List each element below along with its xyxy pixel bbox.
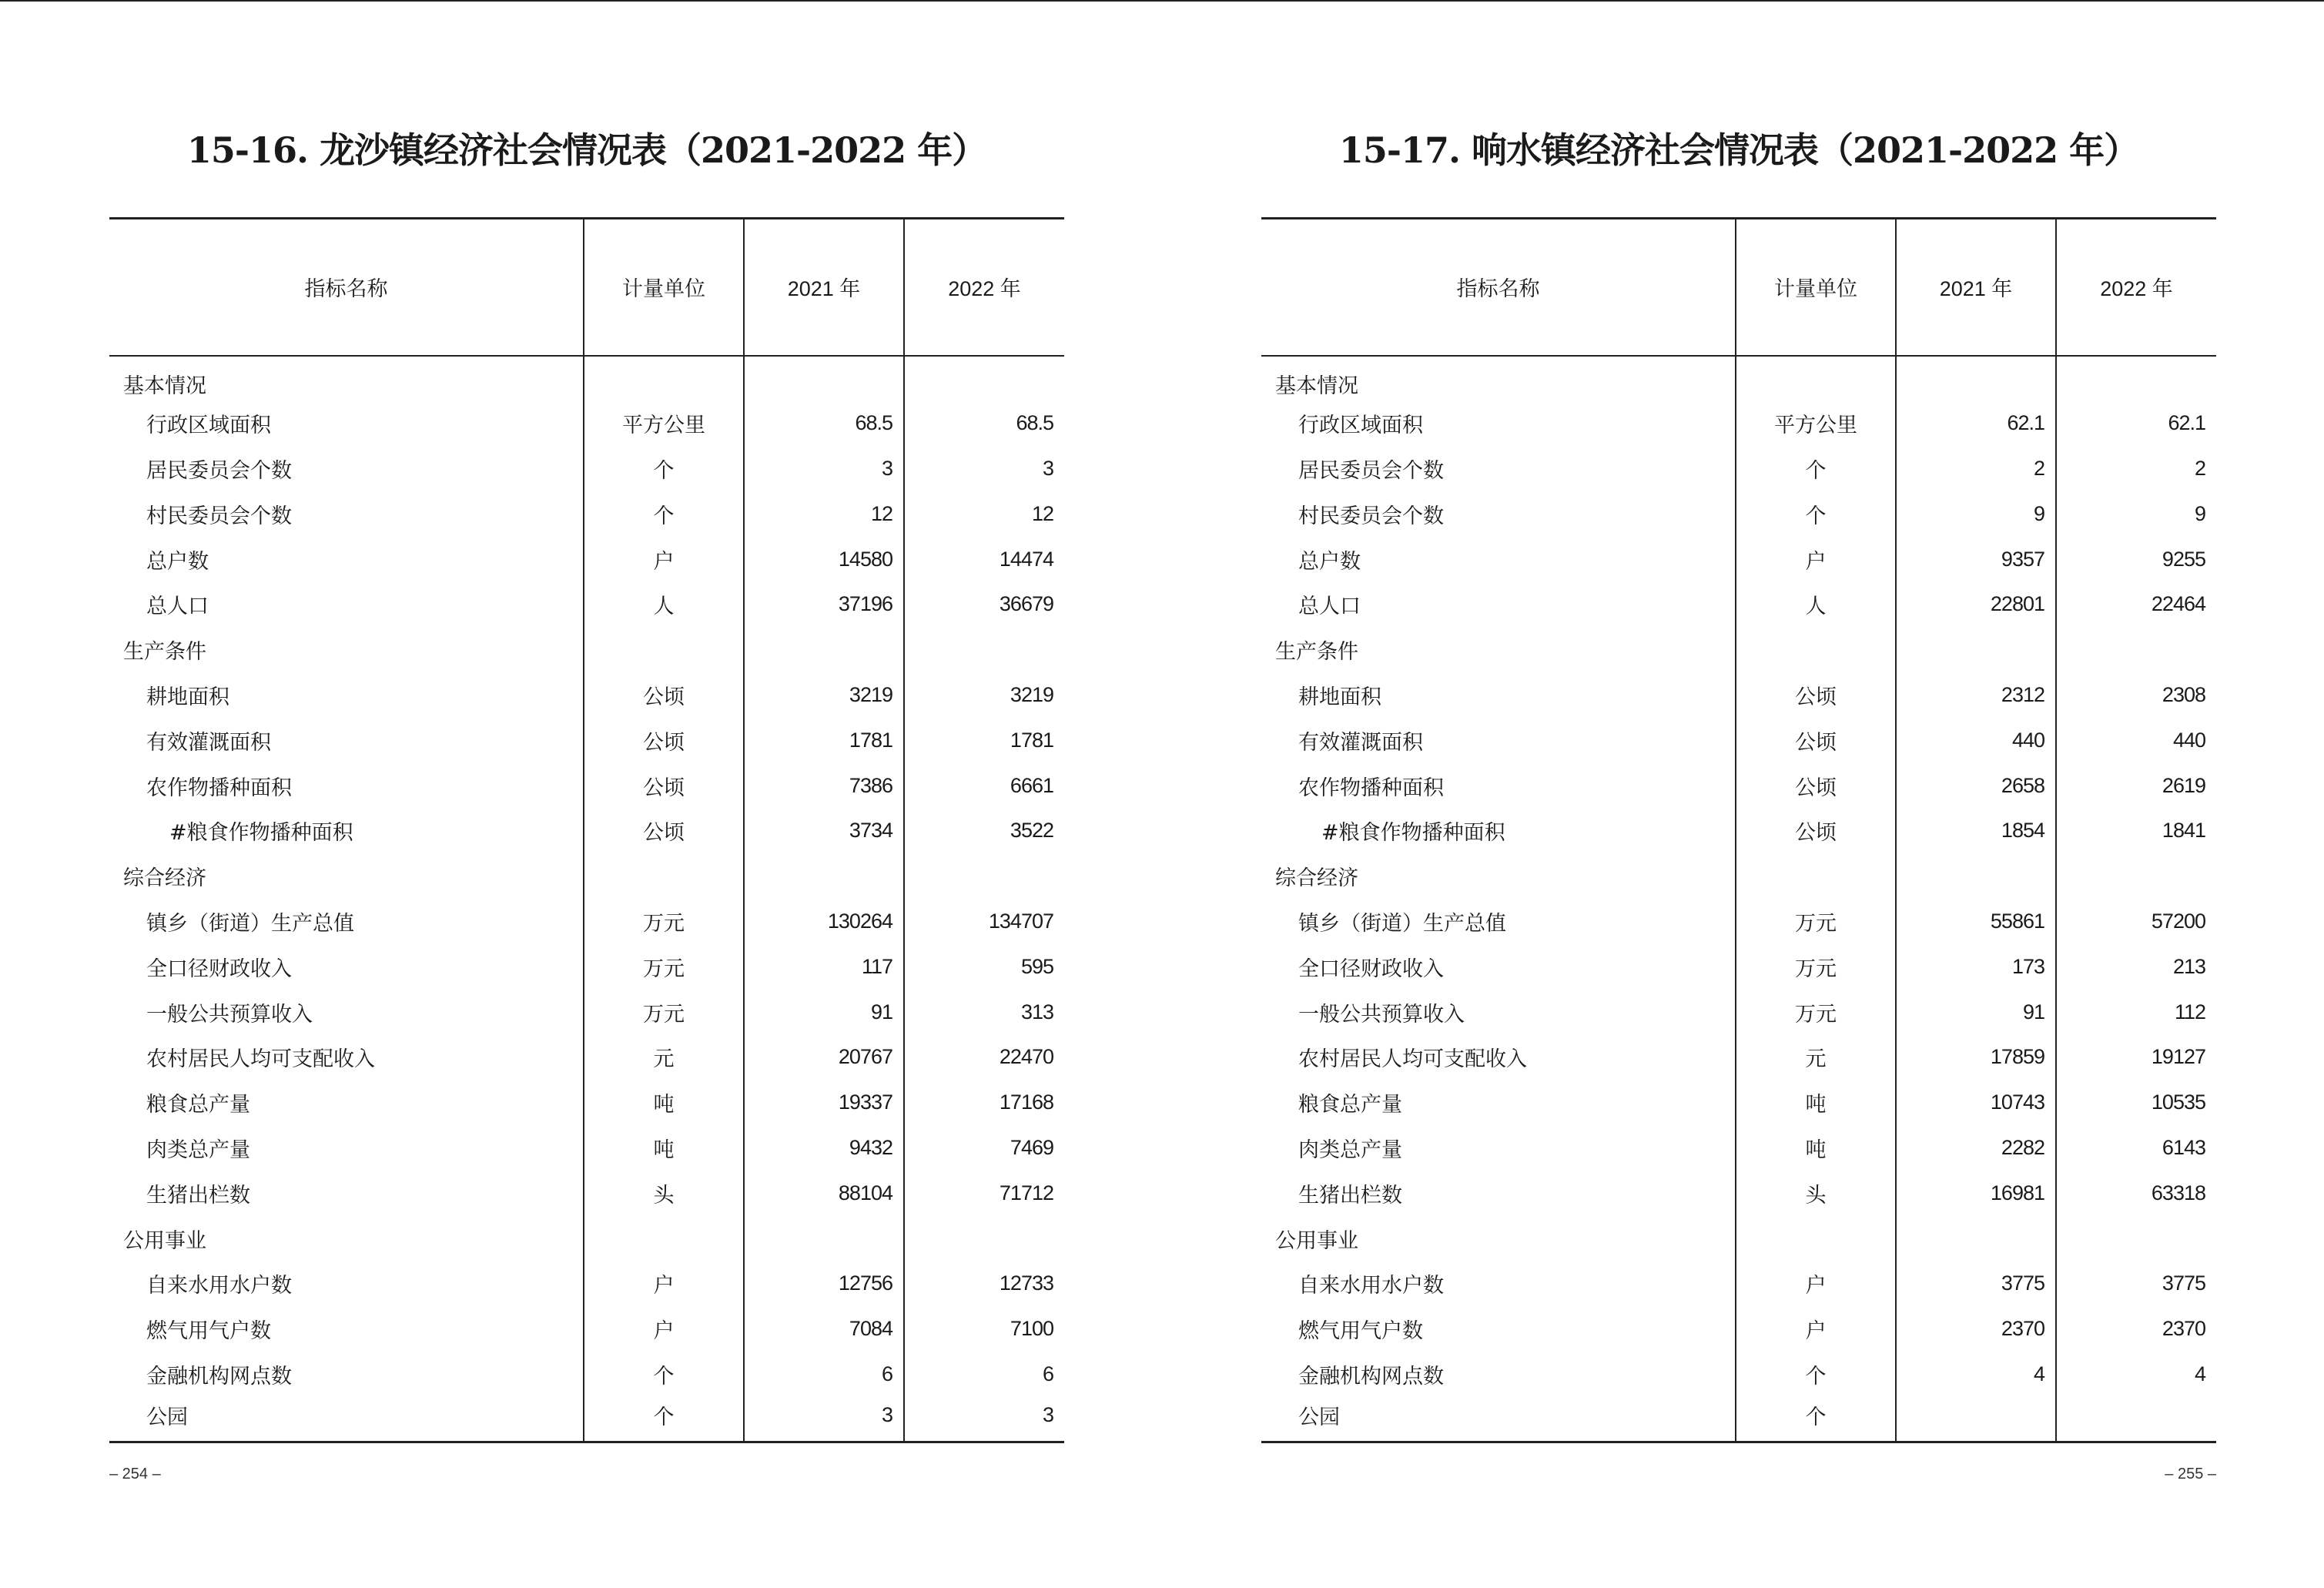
table-row	[1261, 1397, 2216, 1442]
row-value-2022: 12733	[999, 1271, 1053, 1295]
row-value-2021: 3219	[744, 672, 904, 718]
row-value-2022	[2056, 627, 2216, 672]
row-indicator-name: 公用事业	[1261, 1216, 1736, 1261]
row-unit	[584, 627, 744, 672]
row-indicator-name: 行政区域面积	[1261, 400, 1736, 446]
row-indicator-name: 粮食总产量	[1261, 1080, 1736, 1125]
table-row	[109, 944, 1064, 990]
row-value-2022: 7469	[1010, 1135, 1053, 1159]
row-value-2021	[744, 356, 904, 401]
row-unit: 万元	[584, 944, 744, 990]
row-indicator-name: 农村居民人均可支配收入	[109, 1034, 584, 1080]
row-unit: 个	[584, 1397, 744, 1442]
row-value-2021	[1896, 356, 2056, 401]
table-row	[1261, 944, 2216, 990]
row-unit: 公顷	[1736, 763, 1896, 809]
header-unit: 计量单位	[1736, 219, 1896, 356]
table-row	[1261, 627, 2216, 672]
row-value-2021: 1781	[744, 718, 904, 763]
row-indicator-name: 肉类总产量	[1261, 1125, 1736, 1171]
row-value-2022: 62.1	[2168, 411, 2205, 435]
row-value-2022: 213	[2172, 954, 2205, 978]
row-value-2022: 57200	[2151, 909, 2205, 933]
table-row	[109, 899, 1064, 944]
row-value-2022: 9	[2194, 501, 2205, 525]
row-value-2021: 12756	[744, 1261, 904, 1306]
table-row	[109, 1352, 1064, 1397]
row-indicator-name: 耕地面积	[1261, 672, 1736, 718]
table-row	[109, 1306, 1064, 1352]
table-row	[109, 763, 1064, 809]
row-indicator-name: 总人口	[1261, 581, 1736, 627]
table-row	[1261, 1125, 2216, 1171]
table-row	[1261, 899, 2216, 944]
row-unit: 吨	[584, 1080, 744, 1125]
row-value-2022: 4	[2194, 1362, 2205, 1385]
row-value-2022: 3	[1042, 456, 1053, 480]
row-indicator-name: 一般公共预算收入	[109, 990, 584, 1035]
row-indicator-name: 居民委员会个数	[109, 446, 584, 491]
table-row	[1261, 1171, 2216, 1216]
row-indicator-name: 粮食总产量	[109, 1080, 584, 1125]
row-value-2021: 3	[744, 1397, 904, 1442]
table-header-row	[1261, 219, 2216, 356]
row-value-2022: 3522	[1010, 819, 1053, 843]
table-row	[1261, 581, 2216, 627]
row-value-2022: 6143	[2162, 1135, 2205, 1159]
row-unit: 公顷	[1736, 808, 1896, 853]
table-row	[1261, 1216, 2216, 1261]
row-value-2022: 9255	[2162, 547, 2205, 571]
row-value-2022	[2056, 1397, 2216, 1442]
row-indicator-name: 基本情况	[109, 356, 584, 401]
row-unit: 户	[1736, 537, 1896, 582]
row-value-2021: 9432	[744, 1125, 904, 1171]
row-indicator-name: 行政区域面积	[109, 400, 584, 446]
row-value-2021	[1896, 853, 2056, 899]
row-unit: 户	[1736, 1306, 1896, 1352]
row-unit: 个	[584, 491, 744, 537]
row-value-2021: 68.5	[744, 400, 904, 446]
row-indicator-name: 农村居民人均可支配收入	[1261, 1034, 1736, 1080]
row-unit: 平方公里	[584, 400, 744, 446]
row-unit: 万元	[1736, 944, 1896, 990]
table-row	[1261, 1306, 2216, 1352]
row-value-2021: 20767	[744, 1034, 904, 1080]
row-value-2021: 4	[1896, 1352, 2056, 1397]
row-value-2022: 2	[2194, 456, 2205, 480]
row-value-2021: 37196	[744, 581, 904, 627]
row-value-2022: 3	[904, 1397, 1064, 1442]
table-row	[109, 1171, 1064, 1216]
row-unit: 个	[584, 446, 744, 491]
row-unit: 个	[1736, 446, 1896, 491]
row-value-2022	[2056, 356, 2216, 401]
row-unit: 吨	[1736, 1080, 1896, 1125]
row-value-2021: 3775	[1896, 1261, 2056, 1306]
row-value-2022	[2056, 853, 2216, 899]
row-value-2021	[1896, 1216, 2056, 1261]
row-unit: 吨	[1736, 1125, 1896, 1171]
table-row	[1261, 446, 2216, 491]
row-unit: 公顷	[1736, 718, 1896, 763]
row-value-2022: 134707	[988, 909, 1053, 933]
row-unit	[1736, 853, 1896, 899]
page-number: – 254 –	[109, 1466, 161, 1482]
row-value-2021: 6	[744, 1352, 904, 1397]
row-indicator-name: 综合经济	[109, 853, 584, 899]
table-row	[109, 672, 1064, 718]
row-unit: 公顷	[584, 718, 744, 763]
row-indicator-name: 综合经济	[1261, 853, 1736, 899]
row-value-2022: 22470	[999, 1045, 1053, 1069]
row-value-2021: 440	[1896, 718, 2056, 763]
row-unit: 头	[1736, 1171, 1896, 1216]
row-unit: 个	[1736, 491, 1896, 537]
row-unit: 户	[584, 537, 744, 582]
table-row	[109, 1080, 1064, 1125]
row-value-2021	[744, 1216, 904, 1261]
row-value-2022: 19127	[2151, 1045, 2205, 1069]
row-unit: 人	[1736, 581, 1896, 627]
header-indicator-name: 指标名称	[109, 219, 584, 356]
row-value-2022: 1781	[1010, 728, 1053, 752]
row-value-2022: 14474	[999, 547, 1053, 571]
table-row	[109, 1216, 1064, 1261]
row-indicator-name: 居民委员会个数	[1261, 446, 1736, 491]
row-value-2021	[1896, 1397, 2056, 1442]
table-row	[1261, 1080, 2216, 1125]
table-row	[109, 1034, 1064, 1080]
page-title: 15-17. 响水镇经济社会情况表（2021-2022 年）	[1338, 129, 2139, 171]
row-indicator-name: 有效灌溉面积	[1261, 718, 1736, 763]
row-unit: 人	[584, 581, 744, 627]
row-indicator-name: 农作物播种面积	[1261, 763, 1736, 809]
table-row	[1261, 990, 2216, 1035]
table-row	[109, 400, 1064, 446]
table-row	[1261, 537, 2216, 582]
row-unit: 万元	[584, 990, 744, 1035]
table-row	[109, 808, 1064, 853]
row-value-2021: 7386	[744, 763, 904, 809]
row-value-2022	[904, 356, 1064, 401]
row-unit: 公顷	[584, 808, 744, 853]
row-unit: 万元	[1736, 899, 1896, 944]
row-value-2022: 6661	[1010, 773, 1053, 797]
row-value-2021: 9357	[1896, 537, 2056, 582]
row-unit: 万元	[584, 899, 744, 944]
table-row	[1261, 1352, 2216, 1397]
row-unit: 元	[1736, 1034, 1896, 1080]
row-value-2021	[744, 627, 904, 672]
header-unit: 计量单位	[584, 219, 744, 356]
table-body	[109, 356, 1064, 1442]
row-indicator-name: #粮食作物播种面积	[109, 808, 584, 853]
row-value-2021: 3734	[744, 808, 904, 853]
row-indicator-name: 自来水用水户数	[109, 1261, 584, 1306]
table-row	[109, 537, 1064, 582]
row-value-2022	[904, 627, 1064, 672]
row-unit: 户	[1736, 1261, 1896, 1306]
header-year-2022: 2022 年	[904, 219, 1064, 356]
table-row	[109, 1261, 1064, 1306]
row-value-2021: 1854	[1896, 808, 2056, 853]
row-value-2022: 440	[2172, 728, 2205, 752]
table-row	[1261, 356, 2216, 401]
header-year-2021: 2021 年	[744, 219, 904, 356]
row-value-2021: 3	[744, 446, 904, 491]
row-value-2022: 71712	[999, 1181, 1053, 1204]
row-indicator-name: 公用事业	[109, 1216, 584, 1261]
row-indicator-name: 村民委员会个数	[109, 491, 584, 537]
row-value-2021: 22801	[1896, 581, 2056, 627]
row-value-2022	[904, 1216, 1064, 1261]
row-value-2021: 17859	[1896, 1034, 2056, 1080]
table-row	[1261, 400, 2216, 446]
row-unit: 头	[584, 1171, 744, 1216]
table-body	[1261, 356, 2216, 1442]
page-right	[1261, 0, 2216, 1588]
row-unit: 个	[1736, 1397, 1896, 1442]
row-value-2022: 22464	[2151, 592, 2205, 616]
row-unit: 户	[584, 1261, 744, 1306]
row-value-2021: 55861	[1896, 899, 2056, 944]
row-indicator-name: 生产条件	[109, 627, 584, 672]
row-indicator-name: 村民委员会个数	[1261, 491, 1736, 537]
row-indicator-name: 公园	[1261, 1397, 1736, 1442]
row-indicator-name: 金融机构网点数	[1261, 1352, 1736, 1397]
row-value-2021: 117	[744, 944, 904, 990]
row-unit: 户	[584, 1306, 744, 1352]
row-indicator-name: 镇乡（街道）生产总值	[109, 899, 584, 944]
row-unit: 公顷	[584, 672, 744, 718]
row-unit	[1736, 356, 1896, 401]
stats-table	[109, 217, 1064, 1443]
row-unit	[1736, 627, 1896, 672]
row-value-2021: 16981	[1896, 1171, 2056, 1216]
row-value-2021: 91	[1896, 990, 2056, 1035]
table-row	[109, 718, 1064, 763]
row-value-2022: 36679	[999, 592, 1053, 616]
row-value-2022: 6	[1042, 1362, 1053, 1385]
row-indicator-name: 农作物播种面积	[109, 763, 584, 809]
stats-table	[1261, 217, 2216, 1443]
row-unit	[584, 356, 744, 401]
row-indicator-name: 肉类总产量	[109, 1125, 584, 1171]
table-row	[109, 356, 1064, 401]
row-indicator-name: 镇乡（街道）生产总值	[1261, 899, 1736, 944]
page-title: 15-16. 龙沙镇经济社会情况表（2021-2022 年）	[186, 129, 987, 171]
row-value-2022: 112	[2174, 1000, 2205, 1023]
row-value-2022: 17168	[999, 1090, 1053, 1114]
table-row	[1261, 808, 2216, 853]
table-row	[1261, 672, 2216, 718]
table-row	[109, 446, 1064, 491]
row-value-2021: 62.1	[1896, 400, 2056, 446]
table-row	[1261, 718, 2216, 763]
row-value-2021: 9	[1896, 491, 2056, 537]
row-indicator-name: 耕地面积	[109, 672, 584, 718]
row-value-2021: 19337	[744, 1080, 904, 1125]
row-value-2022: 2370	[2162, 1317, 2205, 1341]
table-row	[109, 491, 1064, 537]
table-row	[109, 581, 1064, 627]
row-value-2022: 2308	[2162, 682, 2205, 706]
row-indicator-name: 基本情况	[1261, 356, 1736, 401]
table-row	[109, 627, 1064, 672]
row-unit: 公顷	[1736, 672, 1896, 718]
row-value-2022: 3775	[2162, 1271, 2205, 1295]
row-value-2021: 2370	[1896, 1306, 2056, 1352]
row-unit: 万元	[1736, 990, 1896, 1035]
row-value-2022: 63318	[2151, 1181, 2205, 1204]
header-indicator-name: 指标名称	[1261, 219, 1736, 356]
row-indicator-name: 燃气用气户数	[109, 1306, 584, 1352]
row-value-2021	[1896, 627, 2056, 672]
row-value-2021: 10743	[1896, 1080, 2056, 1125]
row-value-2022: 12	[1031, 501, 1053, 525]
row-indicator-name: 燃气用气户数	[1261, 1306, 1736, 1352]
row-value-2021: 2658	[1896, 763, 2056, 809]
table-row	[1261, 763, 2216, 809]
row-value-2022: 595	[1020, 954, 1053, 978]
row-value-2022: 2619	[2162, 773, 2205, 797]
row-value-2021	[744, 853, 904, 899]
header-year-2021: 2021 年	[1896, 219, 2056, 356]
row-indicator-name: 总户数	[1261, 537, 1736, 582]
row-indicator-name: 全口径财政收入	[109, 944, 584, 990]
table-row	[1261, 853, 2216, 899]
row-value-2022: 68.5	[1016, 411, 1053, 435]
table-row	[109, 1125, 1064, 1171]
row-value-2022: 7100	[1010, 1317, 1053, 1341]
row-unit: 平方公里	[1736, 400, 1896, 446]
row-unit: 元	[584, 1034, 744, 1080]
row-value-2021: 91	[744, 990, 904, 1035]
table-header-row	[109, 219, 1064, 356]
row-value-2022: 313	[1020, 1000, 1053, 1023]
row-indicator-name: 公园	[109, 1397, 584, 1442]
table-row	[1261, 1261, 2216, 1306]
row-value-2022: 3219	[1010, 682, 1053, 706]
row-indicator-name: 生猪出栏数	[109, 1171, 584, 1216]
page-left	[109, 0, 1064, 1588]
header-year-2022: 2022 年	[2056, 219, 2216, 356]
table-row	[109, 990, 1064, 1035]
row-value-2021: 88104	[744, 1171, 904, 1216]
row-value-2021: 130264	[744, 899, 904, 944]
row-value-2021: 7084	[744, 1306, 904, 1352]
row-indicator-name: 一般公共预算收入	[1261, 990, 1736, 1035]
row-unit: 个	[584, 1352, 744, 1397]
row-value-2021: 173	[1896, 944, 2056, 990]
table-row	[109, 853, 1064, 899]
row-value-2022: 1841	[2162, 819, 2205, 843]
row-unit	[584, 1216, 744, 1261]
row-value-2021: 2	[1896, 446, 2056, 491]
row-value-2022: 10535	[2151, 1090, 2205, 1114]
row-unit: 公顷	[584, 763, 744, 809]
row-indicator-name: 总户数	[109, 537, 584, 582]
page-number: – 255 –	[2165, 1466, 2216, 1482]
row-indicator-name: 金融机构网点数	[109, 1352, 584, 1397]
table-row	[1261, 491, 2216, 537]
row-indicator-name: 生产条件	[1261, 627, 1736, 672]
row-value-2021: 2312	[1896, 672, 2056, 718]
row-value-2022	[904, 853, 1064, 899]
row-indicator-name: #粮食作物播种面积	[1261, 808, 1736, 853]
row-value-2021: 14580	[744, 537, 904, 582]
row-indicator-name: 全口径财政收入	[1261, 944, 1736, 990]
row-unit	[1736, 1216, 1896, 1261]
table-row	[1261, 1034, 2216, 1080]
row-unit	[584, 853, 744, 899]
row-value-2021: 2282	[1896, 1125, 2056, 1171]
row-indicator-name: 自来水用水户数	[1261, 1261, 1736, 1306]
row-value-2022	[2056, 1216, 2216, 1261]
row-indicator-name: 总人口	[109, 581, 584, 627]
row-indicator-name: 有效灌溉面积	[109, 718, 584, 763]
row-unit: 吨	[584, 1125, 744, 1171]
row-indicator-name: 生猪出栏数	[1261, 1171, 1736, 1216]
row-unit: 个	[1736, 1352, 1896, 1397]
row-value-2021: 12	[744, 491, 904, 537]
table-row	[109, 1397, 1064, 1442]
